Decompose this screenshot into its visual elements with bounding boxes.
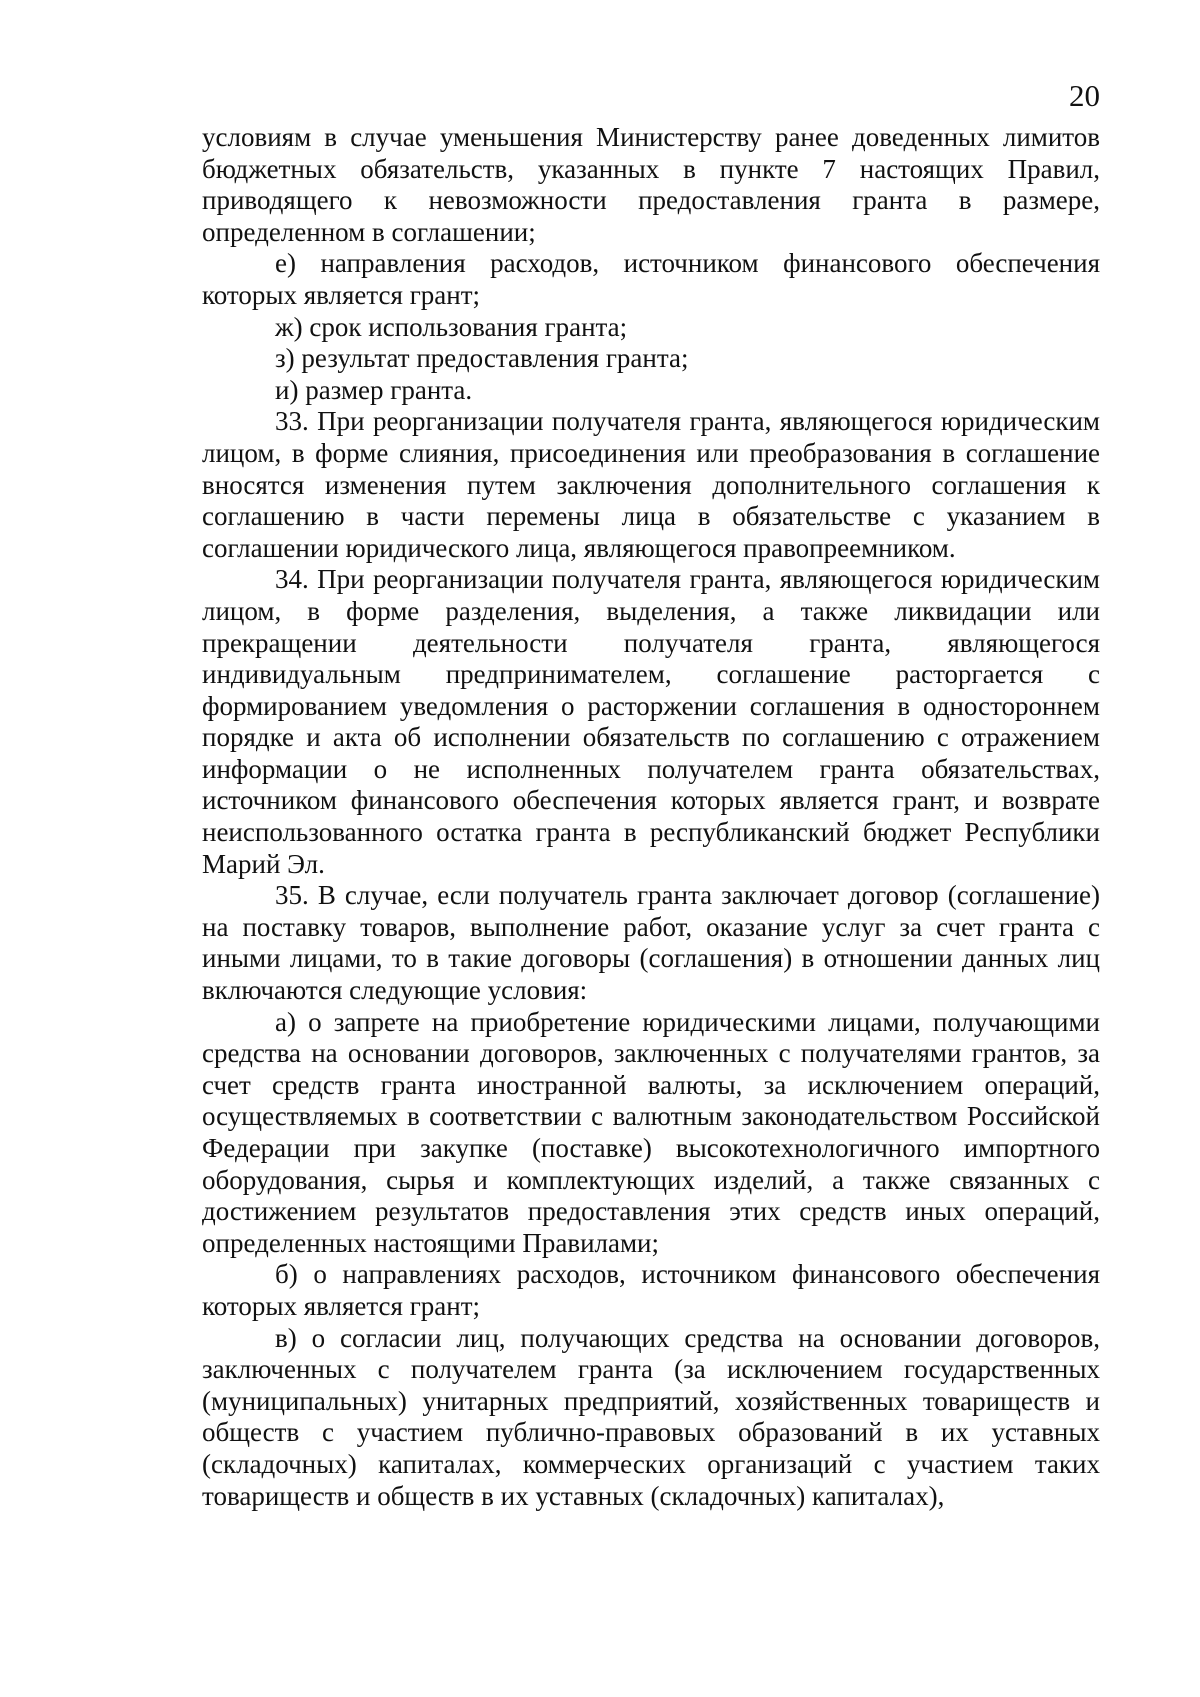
paragraph-item-v: в) о согласии лиц, получающих средства на основании договоров, заключенных с получателем гранта (за исключением государственных (муниципальных) унитарных предприятий, хозяйственных товариществ и обществ с участием публично-правовых образований в их уставных (складочных) капиталах, коммерческих организаций с участием таких товариществ и обществ в их уставных (складочных) капиталах), (202, 1322, 1100, 1511)
paragraph-item-a: а) о запрете на приобретение юридическими лицами, получающими средства на основании договоров, заключенных с получателями грантов, за счет средств гранта иностранной валюты, за исключением операций, осуществляемых в соответствии с валютным законодательством Российской Федерации при закупке (поставке) высокотехнологичного импортного оборудования, сырья и комплектующих изделий, а также связанных с достижением результатов предоставления этих средств иных операций, определенных настоящими Правилами; (202, 1006, 1100, 1258)
paragraph-item-e: е) направления расходов, источником финансового обеспечения которых является грант; (202, 248, 1100, 310)
paragraph-clause-33: 33. При реорганизации получателя гранта, являющегося юридическим лицом, в форме слияния, присоединения или преобразования в соглашение вносятся изменения путем заключения дополнительного соглашения к соглашению в части перемены лица в обязательстве с указанием в соглашении юридического лица, являющегося правопреемником. (202, 406, 1100, 563)
paragraph-clause-35: 35. В случае, если получатель гранта заключает договор (соглашение) на поставку товаров, выполнение работ, оказание услуг за счет гранта с иными лицами, то в такие договоры (соглашения) в отношении данных лиц включаются следующие условия: (202, 880, 1100, 1006)
paragraph-continuation: условиям в случае уменьшения Министерству ранее доведенных лимитов бюджетных обязательств, указанных в пункте 7 настоящих Правил, приводящего к невозможности предоставления гранта в размере, определенном в соглашении; (202, 122, 1100, 247)
paragraph-item-b: б) о направлениях расходов, источником финансового обеспечения которых является грант; (202, 1259, 1100, 1321)
page-number: 20 (1069, 78, 1100, 113)
paragraph-item-i: и) размер гранта. (275, 374, 473, 405)
paragraph-clause-34: 34. При реорганизации получателя гранта, являющегося юридическим лицом, в форме разделения, выделения, а также ликвидации или прекращении деятельности получателя гранта, являющегося индивидуальным предпринимателем, соглашение расторгается с формированием уведомления о расторжении соглашения в одностороннем порядке и акта об исполнении обязательств по соглашению с отражением информации о не исполненных получателем гранта обязательствах, источником финансового обеспечения которых является грант, и возврате неиспользованного остатка гранта в республиканский бюджет Республики Марий Эл. (202, 564, 1100, 879)
paragraph-item-z: з) результат предоставления гранта; (275, 343, 689, 374)
document-body (202, 122, 1100, 1512)
paragraph-item-zh: ж) срок использования гранта; (275, 311, 628, 342)
